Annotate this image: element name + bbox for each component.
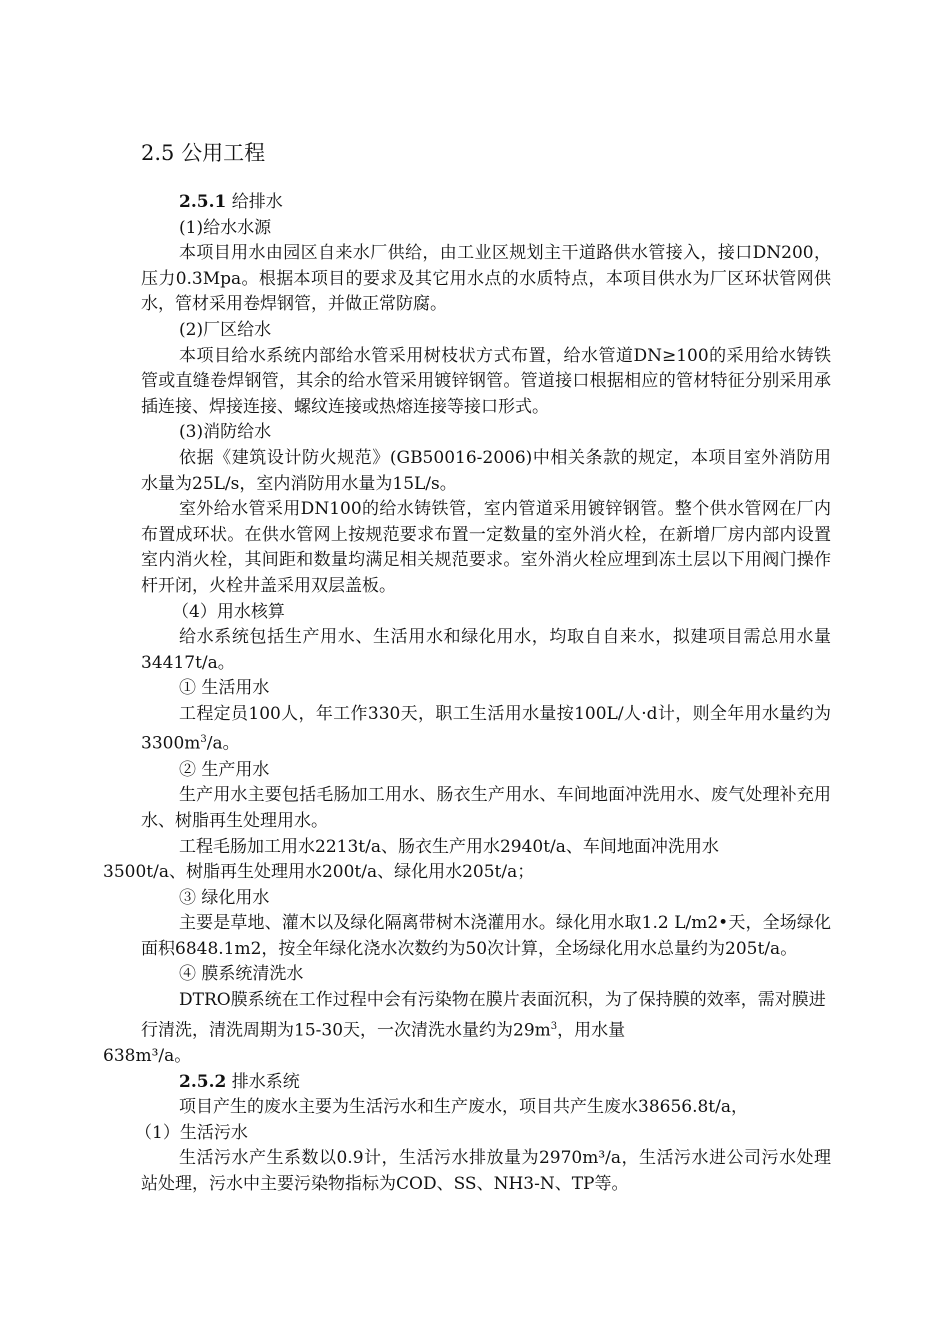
paragraph — [103, 835, 831, 886]
subsection-title: 排水系统 — [226, 1071, 300, 1092]
item-heading: ③ 绿化用水 — [179, 887, 270, 908]
paragraph-text: 工程定员100人，年工作330天，职工生活用水量按100L/人·d计，则全年用水量约为3300m — [141, 703, 831, 755]
item-heading: (2)厂区给水 — [179, 319, 272, 340]
subsection-number: 2.5.1 — [179, 192, 227, 212]
subsection-title: 给排水 — [226, 192, 283, 212]
paragraph: 生活污水产生系数以0.9计，生活污水排放量为2970m³/a，生活污水进公司污水处理站处理，污水中主要污染物指标为COD、SS、NH3-N、TP等。 — [141, 1148, 831, 1194]
paragraph-line: 638m³/a。 — [103, 1045, 192, 1066]
paragraph: 主要是草地、灌木以及绿化隔离带树木浇灌用水。绿化用水取1.2 L/m2•天，全场绿化面积6848.1m2，按全年绿化浇水次数约为50次计算，全场绿化用水总量约为205t/a。 — [141, 913, 831, 959]
item-heading: （4）用水核算 — [172, 601, 285, 622]
subsection-number: 2.5.2 — [179, 1071, 227, 1092]
paragraph: 依据《建筑设计防火规范》(GB50016-2006)中相关条款的规定，本项目室外消防用水量为25L/s，室内消防用水量为15L/s。 — [141, 447, 831, 494]
paragraph: 项目产生的废水主要为生活污水和生产废水，项目共产生废水38656.8t/a， — [179, 1097, 748, 1118]
item-heading: (1)给水水源 — [179, 217, 272, 238]
superscript: 3 — [200, 734, 207, 746]
paragraph-text: ，用水量 — [557, 1020, 626, 1041]
paragraph-line: 3500t/a、树脂再生处理用水200t/a、绿化用水205t/a； — [103, 862, 535, 883]
document-page — [103, 138, 831, 1197]
paragraph-text: DTRO膜系统在工作过程中会有污染物在膜片表面沉积，为了保持膜的效率，需对膜进行清洗，清洗周期为15-30天，一次清洗水量约为29m — [141, 990, 826, 1041]
paragraph: 生产用水主要包括毛肠加工用水、肠衣生产用水、车间地面冲洗用水、废气处理补充用水、树脂再生处理用水。 — [141, 785, 831, 831]
paragraph: 本项目给水系统内部给水管采用树枝状方式布置，给水管道DN≥100的采用给水铸铁管或直缝卷焊钢管，其余的给水管采用镀锌钢管。管道接口根据相应的管材特征分别采用承插连接、焊接连接、螺纹连接或热熔连接等接口形式。 — [141, 345, 831, 417]
subsection-heading-2-5-2 — [141, 1070, 831, 1096]
item-heading: ① 生活用水 — [179, 678, 270, 699]
paragraph-text: /a。 — [206, 734, 240, 755]
paragraph — [141, 702, 831, 758]
subsection-heading-2-5-1 — [141, 190, 831, 216]
paragraph: 给水系统包括生产用水、生活用水和绿化用水，均取自自来水，拟建项目需总用水量34417t/a。 — [141, 627, 831, 673]
paragraph — [103, 988, 831, 1069]
paragraph: 室外给水管采用DN100的给水铸铁管，室内管道采用镀锌钢管。整个供水管网在厂内布置成环状。在供水管网上按规范要求布置一定数量的室外消火栓，在新增厂房内部内设置室内消火栓，其间距和数量均满足相关规范要求。室外消火栓应埋到冻土层以下用阀门操作杆开闭，火栓井盖采用双层盖板。 — [141, 499, 831, 596]
item-heading: ④ 膜系统清洗水 — [179, 964, 304, 985]
item-heading: ② 生产用水 — [179, 759, 270, 780]
superscript: 3 — [550, 1020, 558, 1032]
item-heading: (3)消防给水 — [179, 422, 272, 443]
item-heading: （1）生活污水 — [135, 1122, 248, 1143]
section-heading: 2.5 公用工程 — [141, 141, 266, 165]
paragraph-line: 工程毛肠加工用水2213t/a、肠衣生产用水2940t/a、车间地面冲洗用水 — [179, 836, 719, 857]
paragraph: 本项目用水由园区自来水厂供给，由工业区规划主干道路供水管接入，接口DN200，压力0.3Mpa。根据本项目的要求及其它用水点的水质特点，本项目供水为厂区环状管网供水，管材采用卷焊钢管，并做正常防腐。 — [141, 243, 831, 315]
